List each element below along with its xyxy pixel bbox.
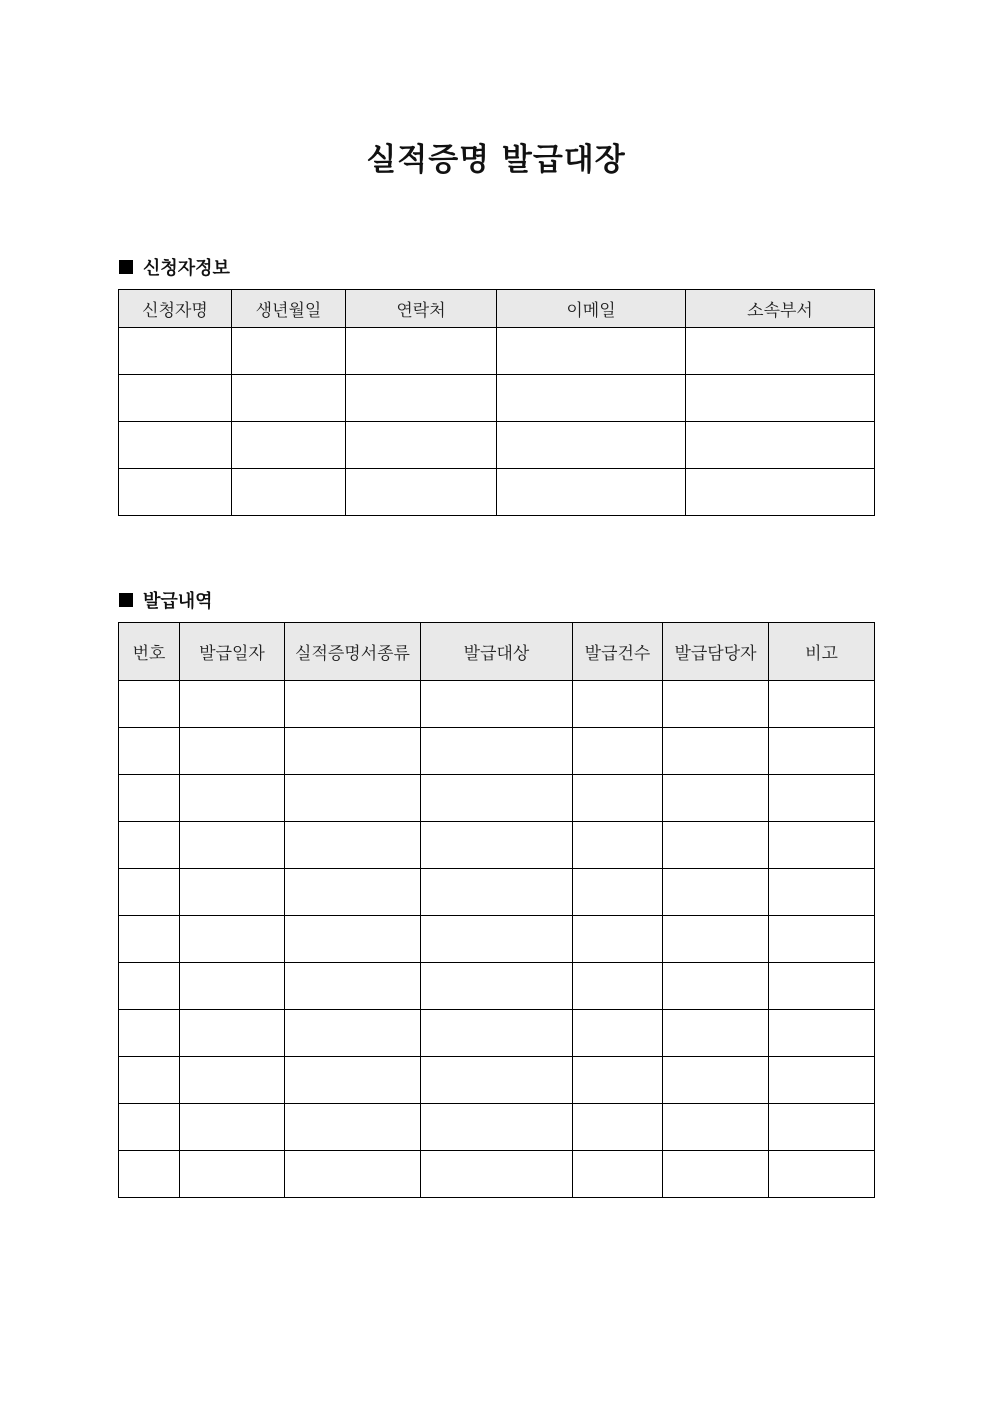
issuance-table-cell[interactable] — [573, 681, 663, 728]
issuance-table-cell[interactable] — [663, 1010, 769, 1057]
column-header-certificate-type: 실적증명서종류 — [285, 623, 421, 681]
issuance-table-cell[interactable] — [180, 728, 285, 775]
issuance-table-cell[interactable] — [573, 1057, 663, 1104]
square-bullet-icon — [119, 593, 133, 607]
issuance-table-row — [119, 822, 875, 869]
issuance-table-cell[interactable] — [663, 775, 769, 822]
issuance-table-cell[interactable] — [663, 1151, 769, 1198]
issuance-table-cell[interactable] — [285, 1151, 421, 1198]
applicant-table-cell[interactable] — [346, 422, 497, 469]
issuance-table-cell[interactable] — [180, 963, 285, 1010]
column-header-contact: 연락처 — [346, 290, 497, 328]
column-header-remarks: 비고 — [769, 623, 875, 681]
applicant-table-cell[interactable] — [346, 375, 497, 422]
issuance-table-cell[interactable] — [573, 869, 663, 916]
issuance-table-cell[interactable] — [421, 1104, 573, 1151]
issuance-table-cell[interactable] — [573, 775, 663, 822]
applicant-table-row — [119, 422, 875, 469]
issuance-table-row — [119, 728, 875, 775]
applicant-section-heading — [119, 254, 230, 280]
applicant-table-row — [119, 375, 875, 422]
issuance-table-cell[interactable] — [663, 916, 769, 963]
applicant-table-cell[interactable] — [119, 469, 232, 516]
issuance-table-cell[interactable] — [769, 681, 875, 728]
issuance-table-cell[interactable] — [119, 1057, 180, 1104]
issuance-table-cell[interactable] — [769, 728, 875, 775]
issuance-table-cell[interactable] — [663, 1057, 769, 1104]
column-header-issue-date: 발급일자 — [180, 623, 285, 681]
issuance-table-cell[interactable] — [180, 916, 285, 963]
issuance-table-cell[interactable] — [421, 775, 573, 822]
issuance-table-row — [119, 916, 875, 963]
issuance-table-cell[interactable] — [285, 681, 421, 728]
column-header-birth-date: 생년월일 — [232, 290, 346, 328]
table-header-row — [119, 290, 875, 328]
issuance-table-cell[interactable] — [663, 822, 769, 869]
applicant-info-table — [118, 289, 875, 516]
issuance-table-cell[interactable] — [663, 963, 769, 1010]
column-header-applicant-name: 신청자명 — [119, 290, 232, 328]
issuance-table-row — [119, 1057, 875, 1104]
issuance-table-cell[interactable] — [119, 916, 180, 963]
issuance-table-cell[interactable] — [421, 916, 573, 963]
issuance-table-row — [119, 681, 875, 728]
issuance-table-cell[interactable] — [573, 1010, 663, 1057]
issuance-table-cell[interactable] — [573, 963, 663, 1010]
issuance-table-cell[interactable] — [573, 728, 663, 775]
issuance-table-cell[interactable] — [769, 822, 875, 869]
square-bullet-icon — [119, 260, 133, 274]
applicant-table-cell[interactable] — [346, 469, 497, 516]
issuance-table-cell[interactable] — [180, 1104, 285, 1151]
issuance-table-row — [119, 963, 875, 1010]
issuance-table-cell[interactable] — [119, 822, 180, 869]
issuance-table-cell[interactable] — [421, 963, 573, 1010]
issuance-table-cell[interactable] — [573, 822, 663, 869]
table-header-row — [119, 623, 875, 681]
issuance-table-cell[interactable] — [573, 1151, 663, 1198]
issuance-table-cell[interactable] — [180, 1151, 285, 1198]
issuance-table-cell[interactable] — [769, 869, 875, 916]
issuance-table-cell[interactable] — [180, 1010, 285, 1057]
issuance-table-row — [119, 1151, 875, 1198]
issuance-table-cell[interactable] — [769, 1151, 875, 1198]
issuance-table-cell[interactable] — [421, 1010, 573, 1057]
applicant-table-cell[interactable] — [497, 375, 686, 422]
issuance-table-cell[interactable] — [285, 869, 421, 916]
issuance-section-label: 발급내역 — [143, 591, 213, 612]
issuance-table-cell[interactable] — [769, 1104, 875, 1151]
issuance-table-cell[interactable] — [285, 963, 421, 1010]
issuance-table-cell[interactable] — [180, 869, 285, 916]
issuance-table-cell[interactable] — [663, 869, 769, 916]
issuance-table-cell[interactable] — [769, 775, 875, 822]
issuance-table-cell[interactable] — [421, 728, 573, 775]
applicant-table-cell[interactable] — [232, 328, 346, 375]
issuance-table-cell[interactable] — [285, 728, 421, 775]
issuance-table-cell[interactable] — [119, 1010, 180, 1057]
issuance-table-cell[interactable] — [421, 822, 573, 869]
issuance-table-cell[interactable] — [119, 963, 180, 1010]
applicant-table-row — [119, 469, 875, 516]
issuance-table-cell[interactable] — [285, 822, 421, 869]
issuance-section-heading — [119, 587, 213, 613]
issuance-table-cell[interactable] — [119, 728, 180, 775]
issuance-table-cell[interactable] — [769, 963, 875, 1010]
issuance-table-cell[interactable] — [663, 1104, 769, 1151]
applicant-table-cell[interactable] — [497, 422, 686, 469]
issuance-table-cell[interactable] — [421, 1057, 573, 1104]
applicant-table-cell[interactable] — [686, 422, 875, 469]
issuance-table-cell[interactable] — [573, 1104, 663, 1151]
applicant-table-cell[interactable] — [346, 328, 497, 375]
issuance-table-row — [119, 1104, 875, 1151]
issuance-table-cell[interactable] — [180, 822, 285, 869]
issuance-table-cell[interactable] — [180, 775, 285, 822]
issuance-table-cell[interactable] — [180, 681, 285, 728]
applicant-table-cell[interactable] — [686, 328, 875, 375]
column-header-issuing-officer: 발급담당자 — [663, 623, 769, 681]
issuance-table-cell[interactable] — [421, 1151, 573, 1198]
issuance-table-cell[interactable] — [285, 1057, 421, 1104]
applicant-table-cell[interactable] — [119, 328, 232, 375]
applicant-table-cell[interactable] — [232, 422, 346, 469]
applicant-table-cell[interactable] — [686, 469, 875, 516]
issuance-table-cell[interactable] — [769, 916, 875, 963]
applicant-table-cell[interactable] — [119, 422, 232, 469]
page-title: 실적증명 발급대장 — [366, 142, 626, 178]
issuance-table-cell[interactable] — [421, 869, 573, 916]
column-header-email: 이메일 — [497, 290, 686, 328]
issuance-table-cell[interactable] — [285, 916, 421, 963]
issuance-table-cell[interactable] — [119, 681, 180, 728]
applicant-section-label: 신청자정보 — [143, 258, 230, 279]
column-header-issue-count: 발급건수 — [573, 623, 663, 681]
issuance-table-cell[interactable] — [573, 916, 663, 963]
issuance-table-cell[interactable] — [285, 775, 421, 822]
column-header-issue-target: 발급대상 — [421, 623, 573, 681]
applicant-table-cell[interactable] — [119, 375, 232, 422]
applicant-table-cell[interactable] — [686, 375, 875, 422]
applicant-table-cell[interactable] — [497, 328, 686, 375]
issuance-table-row — [119, 1010, 875, 1057]
issuance-table-cell[interactable] — [119, 1151, 180, 1198]
column-header-number: 번호 — [119, 623, 180, 681]
issuance-table-cell[interactable] — [119, 1104, 180, 1151]
issuance-table-cell[interactable] — [119, 775, 180, 822]
issuance-table-cell[interactable] — [119, 869, 180, 916]
applicant-table-row — [119, 328, 875, 375]
column-header-department: 소속부서 — [686, 290, 875, 328]
issuance-table-cell[interactable] — [769, 1010, 875, 1057]
issuance-table-row — [119, 775, 875, 822]
issuance-table-cell[interactable] — [421, 681, 573, 728]
issuance-table-cell[interactable] — [663, 681, 769, 728]
issuance-table-cell[interactable] — [769, 1057, 875, 1104]
issuance-table-row — [119, 869, 875, 916]
issuance-table-cell[interactable] — [285, 1010, 421, 1057]
applicant-table-cell[interactable] — [497, 469, 686, 516]
issuance-table-cell[interactable] — [285, 1104, 421, 1151]
applicant-table-cell[interactable] — [232, 375, 346, 422]
applicant-table-cell[interactable] — [232, 469, 346, 516]
issuance-table-cell[interactable] — [180, 1057, 285, 1104]
issuance-history-table — [118, 622, 875, 1198]
issuance-table-cell[interactable] — [663, 728, 769, 775]
